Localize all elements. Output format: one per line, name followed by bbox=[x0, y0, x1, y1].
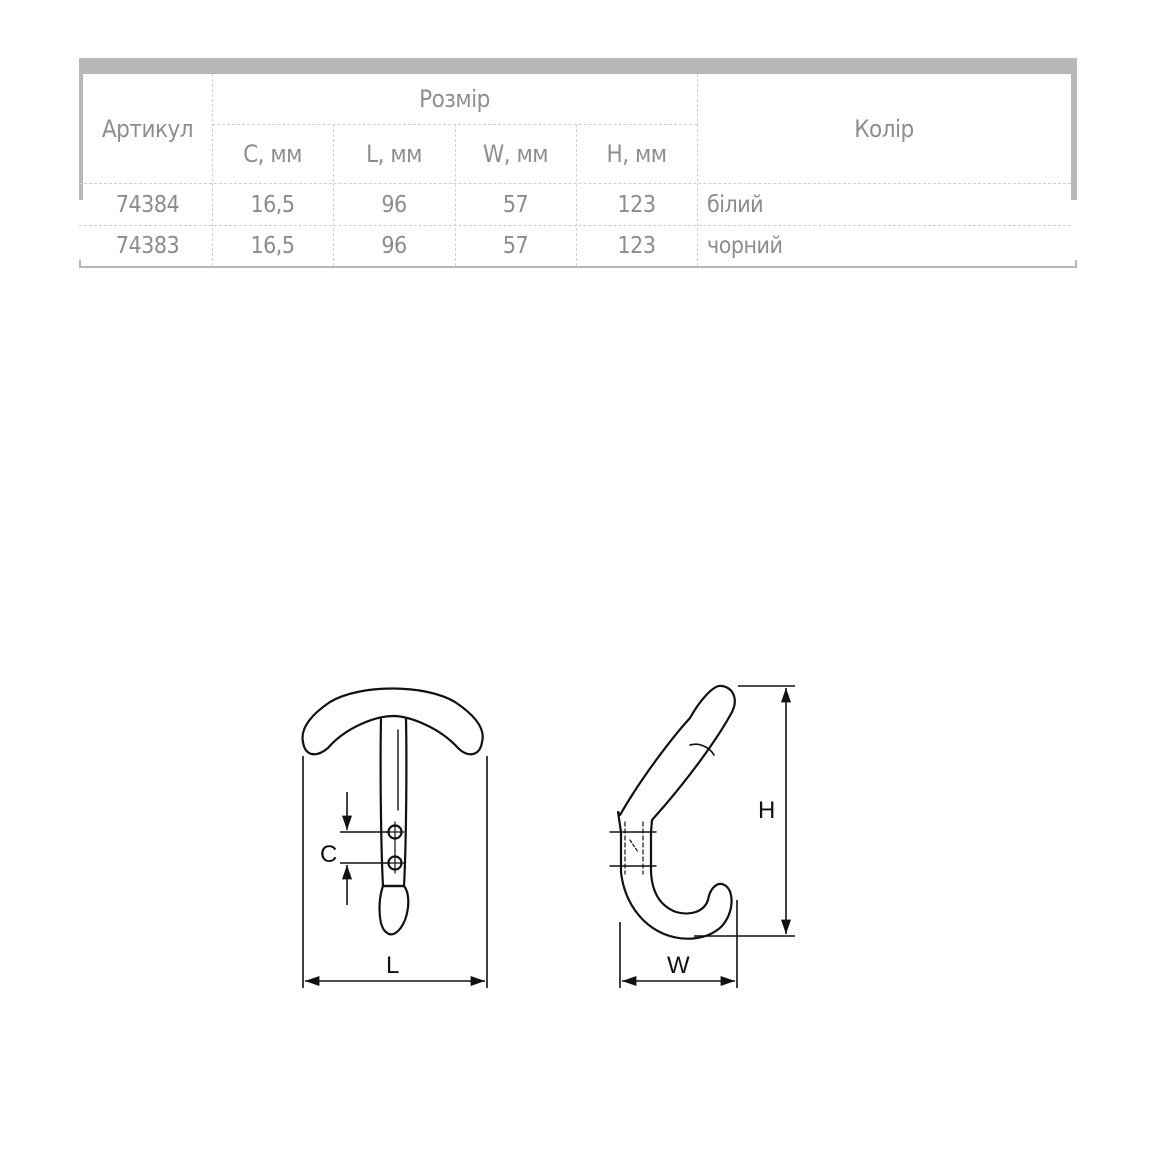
front-view bbox=[303, 689, 483, 935]
table-cell-color: чорний bbox=[707, 233, 783, 259]
table-cell-article: 74384 bbox=[115, 192, 180, 218]
dimension-l-label: L bbox=[386, 952, 400, 979]
header-article: Артикул bbox=[101, 114, 194, 143]
table-cell-c: 16,5 bbox=[250, 192, 295, 218]
table-cell-w: 57 bbox=[502, 233, 529, 259]
table-cell-color: білий bbox=[707, 192, 764, 218]
header-c: C, мм bbox=[243, 139, 302, 168]
header-l: L, мм bbox=[366, 139, 422, 168]
table-cell-h: 123 bbox=[617, 192, 656, 218]
dimension-h-label: H bbox=[758, 797, 776, 824]
table-cell-article: 74383 bbox=[115, 233, 180, 259]
table-cell-l: 96 bbox=[381, 192, 407, 218]
table-cell-c: 16,5 bbox=[250, 233, 295, 259]
side-view bbox=[610, 686, 735, 939]
dimension-c-label: C bbox=[320, 841, 338, 868]
table-cell-h: 123 bbox=[617, 233, 656, 259]
header-size-group: Розмір bbox=[419, 85, 490, 113]
header-color: Колір bbox=[854, 114, 914, 143]
table-cell-w: 57 bbox=[502, 192, 529, 218]
table-cell-l: 96 bbox=[381, 233, 407, 259]
dimension-w-label: W bbox=[667, 952, 690, 979]
header-w: W, мм bbox=[482, 139, 549, 168]
header-h: H, мм bbox=[606, 139, 667, 168]
